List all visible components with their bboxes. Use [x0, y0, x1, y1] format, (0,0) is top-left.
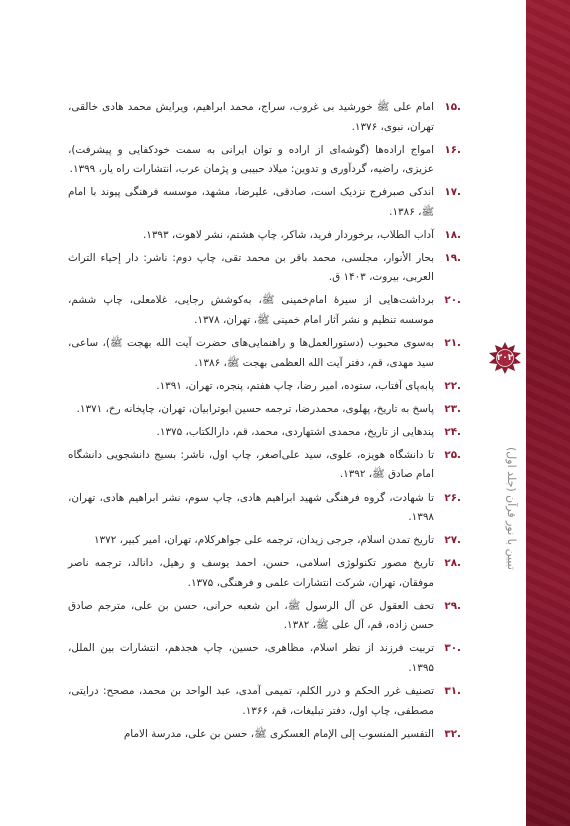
- reference-item: [68, 682, 461, 721]
- reference-number: .۳۰: [444, 642, 461, 655]
- reference-text: پابه‌پای آفتاب، ستوده، امیر رضا، چاپ هفتم، پنجره، تهران، ۱۳۹۱.: [156, 379, 434, 392]
- reference-text: تا دانشگاه هویزه، علوی، سید علی‌اصغر، چاپ اول، ناشر: بسیج دانشجویی دانشگاه امام صادق ﷺ، ۱۳۹۲.: [68, 448, 434, 481]
- reference-number: .۱۵: [444, 101, 461, 113]
- reference-number: .۱۹: [444, 251, 461, 264]
- reference-text: تحف العقول عن آل الرسول ﷺ، ابن شعبه حرانی، حسن بن علی، مترجم صادق حسن زاده، قم، آل علی ﷺ، ۱۳۸۲.: [68, 599, 434, 632]
- reference-item: [68, 489, 461, 528]
- reference-number: .۲۹: [444, 599, 461, 612]
- reference-text: تا شهادت، گروه فرهنگی شهید ابراهیم هادی، چاپ سوم، نشر ابراهیم هادی، تهران، ۱۳۹۸.: [68, 491, 434, 524]
- page-number: ۲۰۲: [496, 353, 514, 363]
- reference-number: .۲۱: [444, 337, 461, 350]
- reference-text: اندکی صبرفرج نزدیک است، صادقی، علیرضا، مشهد، موسسه فرهنگی پیوند با امام ﷺ، ۱۳۸۶.: [68, 186, 434, 218]
- reference-item: [68, 725, 461, 745]
- reference-number: .۲۳: [444, 402, 461, 415]
- reference-text: بحار الأنوار، مجلسی، محمد باقر بن محمد تقی، چاپ دوم: ناشر: دار إحیاء التراث العربی، بیروت، ۱۴۰۳ ق.: [68, 251, 434, 284]
- reference-text: به‌سوی محبوب (دستورالعمل‌ها و راهنمایی‌های حضرت آیت الله بهجت ﷺ)، ساعی، سید مهدی، قم، دفتر آیت الله العظمی بهجت ﷺ، ۱۳۸۶.: [68, 337, 434, 369]
- reference-item: [68, 423, 461, 443]
- reference-number: .۲۰: [444, 294, 461, 307]
- reference-item: [68, 377, 461, 397]
- reference-item: [68, 291, 461, 330]
- reference-text: پاسخ به تاریخ، پهلوی، محمدرضا، ترجمه حسین ابوترابیان، تهران، چاپخانه رخ، ۱۳۷۱.: [76, 402, 434, 415]
- reference-item: [68, 446, 461, 485]
- reference-number: .۱۶: [444, 143, 461, 156]
- reference-number: .۱۷: [444, 186, 461, 199]
- reference-item: [68, 554, 461, 593]
- reference-number: .۲۴: [444, 425, 461, 438]
- reference-number: .۲۲: [444, 379, 461, 392]
- reference-number: .۲۵: [444, 448, 461, 461]
- reference-number: .۱۸: [444, 228, 461, 241]
- reference-text: برداشت‌هایی از سیرهٔ امام‌خمینی ﷺ، به‌کوشش رجایی، غلامعلی، چاپ ششم، موسسه تنظیم و نشر آثار امام خمینی ﷺ، تهران، ۱۳۷۸.: [68, 294, 434, 326]
- reference-number: .۳۲: [444, 727, 461, 740]
- reference-item: [68, 400, 461, 420]
- reference-item: [68, 531, 461, 551]
- reference-item: [68, 141, 461, 180]
- reference-item: [68, 183, 461, 222]
- reference-text: پندهایی از تاریخ، محمدی اشتهاردی، محمد، قم، دارالکتاب، ۱۳۷۵.: [156, 425, 434, 438]
- reference-text: تصنیف غرر الحکم و درر الکلم، تمیمی آمدی، عبد الواحد بن محمد، مصحح: درایتی، مصطفی، چاپ اول، دفتر تبلیغات، قم، ۱۳۶۶.: [68, 685, 434, 717]
- reference-number: .۲۷: [444, 534, 461, 547]
- reference-item: [68, 226, 461, 246]
- reference-number: .۳۱: [444, 685, 461, 697]
- reference-number: .۲۸: [444, 557, 461, 570]
- reference-text: امواج اراده‌ها (گوشه‌ای از اراده و توان ایرانی به سمت خودکفایی و پیشرفت)، عزیزی، راضیه، گردآوری و تدوین: میلاد حبیبی و پژمان عرب، انتشارات راه یار، ۱۳۹۹.: [68, 143, 434, 176]
- reference-item: [68, 249, 461, 288]
- reference-item: [68, 98, 461, 137]
- reference-list: [68, 98, 461, 748]
- running-header-title: تبیین با نور قرآن (جلد اول): [505, 447, 518, 570]
- reference-item: [68, 639, 461, 678]
- decorative-side-band: [526, 0, 570, 826]
- reference-item: [68, 334, 461, 373]
- reference-text: تربیت فرزند از نظر اسلام، مظاهری، حسین، چاپ هجدهم، انتشارات بین الملل، ۱۳۹۵.: [68, 642, 434, 674]
- reference-text: آداب الطلاب، برخوردار فرید، شاکر، چاپ هشتم، نشر لاهوت، ۱۳۹۳.: [142, 228, 434, 241]
- reference-text: التفسیر المنسوب إلی الإمام العسکری ﷺ، حسن بن علی، مدرسة الامام: [123, 727, 434, 740]
- reference-text: تاریخ تمدن اسلام، جرجی زیدان، ترجمه علی جواهرکلام، تهران، امیر کبیر، ۱۳۷۲: [93, 534, 434, 547]
- reference-number: .۲۶: [444, 491, 461, 504]
- reference-item: [68, 597, 461, 636]
- reference-text: تاریخ مصور تکنولوژی اسلامی، حسن، احمد یوسف و رهیل، دانالد، ترجمه ناصر موفقان، تهران، شرکت انتشارات علمی و فرهنگی، ۱۳۷۵.: [68, 557, 434, 589]
- reference-text: امام علی ﷺ خورشید بی غروب، سراج، محمد ابراهیم، ویرایش محمد هادی خالقی، تهران، نبوی، ۱۳۷۶.: [68, 101, 434, 133]
